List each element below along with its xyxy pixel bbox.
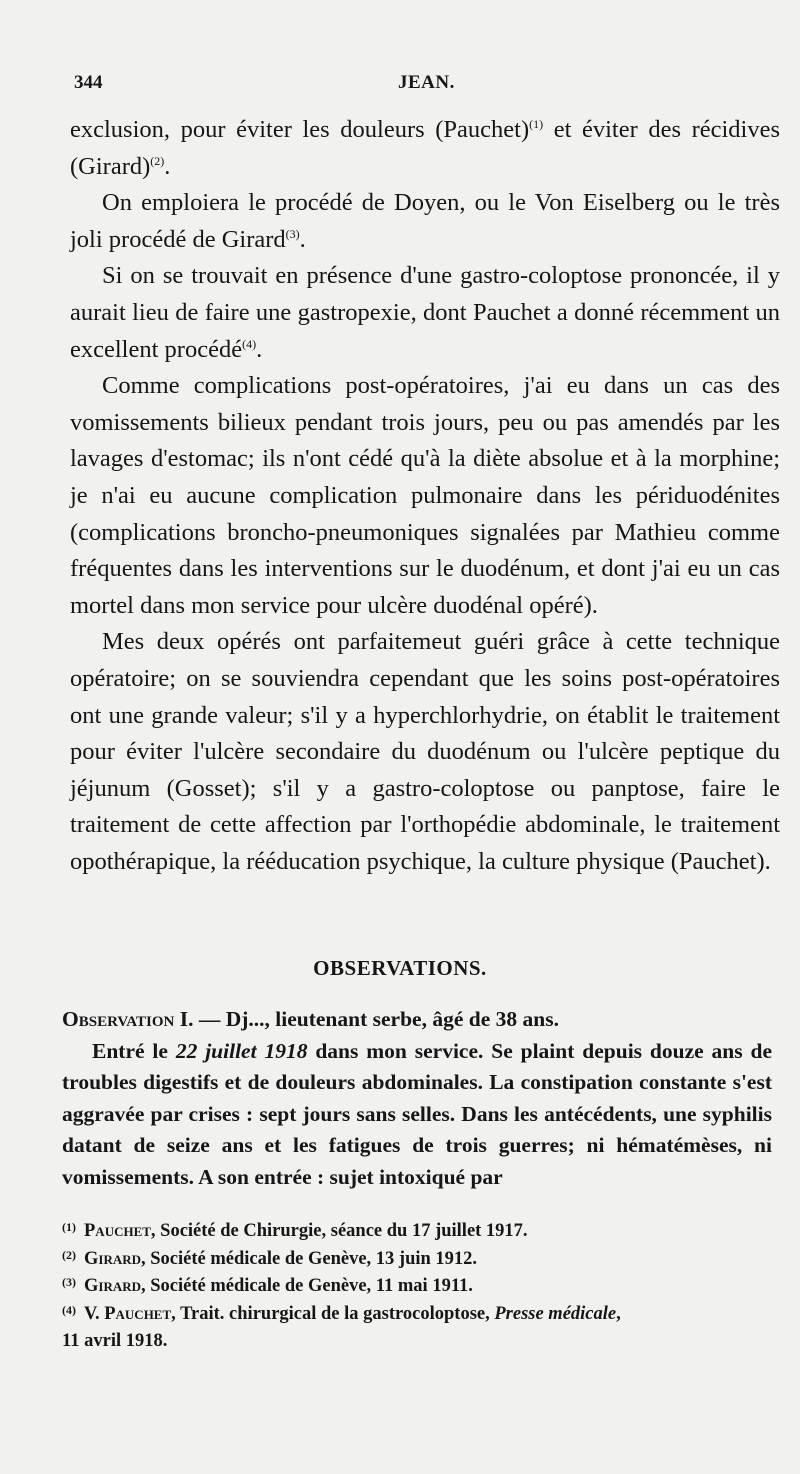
- running-head: [70, 72, 770, 102]
- section-heading: OBSERVATIONS.: [313, 956, 487, 980]
- running-title: JEAN.: [398, 72, 455, 93]
- footnote-ref-4: (4): [242, 336, 257, 351]
- observation-paragraph: Entré le 22 juillet 1918 dans mon service. Se plaint depuis douze ans de troubles digestifs et de douleurs abdominales. La constipation constante s'est aggravée par crises : sept jours sans selles. Dans les antécédents, une syphilis datant de seize ans et les fatigues de trois guerres; ni hématémèses, ni vomissements. A son entrée : sujet intoxiqué par: [62, 1038, 772, 1189]
- footnote-ref-2: (2): [150, 153, 165, 168]
- paragraph-3: Si on se trouvait en présence d'une gastro-coloptose prononcée, il y aurait lieu de faire une gastropexie, dont Pauchet a donné récemment un excellent procédé$^{(4)}$.: [70, 262, 780, 363]
- observation-label: Observation I.: [62, 1007, 194, 1031]
- page-number: 344: [74, 72, 103, 93]
- observation-block: [62, 1004, 772, 1193]
- observation-title-line: Observation I. — Dj..., lieutenant serbe, âgé de 38 ans.: [62, 1007, 559, 1031]
- paragraph-2: On emploiera le procédé de Doyen, ou le Von Eiselberg ou le très joli procédé de Girard$^{(3)}$.: [70, 189, 780, 253]
- observation-date: 22 juillet 1918: [175, 1038, 308, 1063]
- footnote-4: (4) V. Pauchet, Trait. chirurgical de la gastrocoloptose, Presse médicale, 11 avril 1918.: [62, 1302, 621, 1351]
- footnote-2: (2) Girard, Société médicale de Genève, 13 juin 1912.: [62, 1247, 478, 1269]
- paragraph-5: Mes deux opérés ont parfaitemeut guéri grâce à cette technique opératoire; on se souviendra cependant que les soins post-opératoires ont une grande valeur; s'il y a hyperchlorhydrie, on établit le traitement pour éviter l'ulcère secondaire du duodénum ou l'ulcère peptique du jéjunum (Gosset); s'il y a gastro-coloptose ou panptose, faire le traitement de cette affection par l'orthopédie abdominale, le traitement opothérapique, la rééducation psychique, la culture physique (Pauchet).: [70, 628, 780, 875]
- paragraph-4: Comme complications post-opératoires, j'ai eu dans un cas des vomissements bilieux pendant trois jours, peu ou pas amendés par les lavages d'estomac; ils n'ont cédé qu'à la diète absolue et à la morphine; je n'ai eu aucune complication pulmonaire dans les périduodénites (complications broncho-pneumoniques signalées par Mathieu comme fréquentes dans les interventions sur le duodénum, et dont j'ai eu un cas mortel dans mon service pour ulcère duodénal opéré).: [70, 372, 780, 619]
- footnote-1: (1) Pauchet, Société de Chirurgie, séance du 17 juillet 1917.: [62, 1220, 528, 1241]
- footnote-ref-1: (1): [529, 116, 544, 131]
- footnote-3: (3) Girard, Société médicale de Genève, 11 mai 1911.: [62, 1275, 473, 1296]
- footnote-ref-3: (3): [285, 226, 300, 241]
- footnotes: [62, 1218, 774, 1356]
- paragraph-1: exclusion, pour éviter les douleurs (Pauchet)$^{(1)}$ et éviter des récidives (Girard)$^{(2)}$.: [70, 116, 780, 180]
- main-text: [70, 112, 780, 880]
